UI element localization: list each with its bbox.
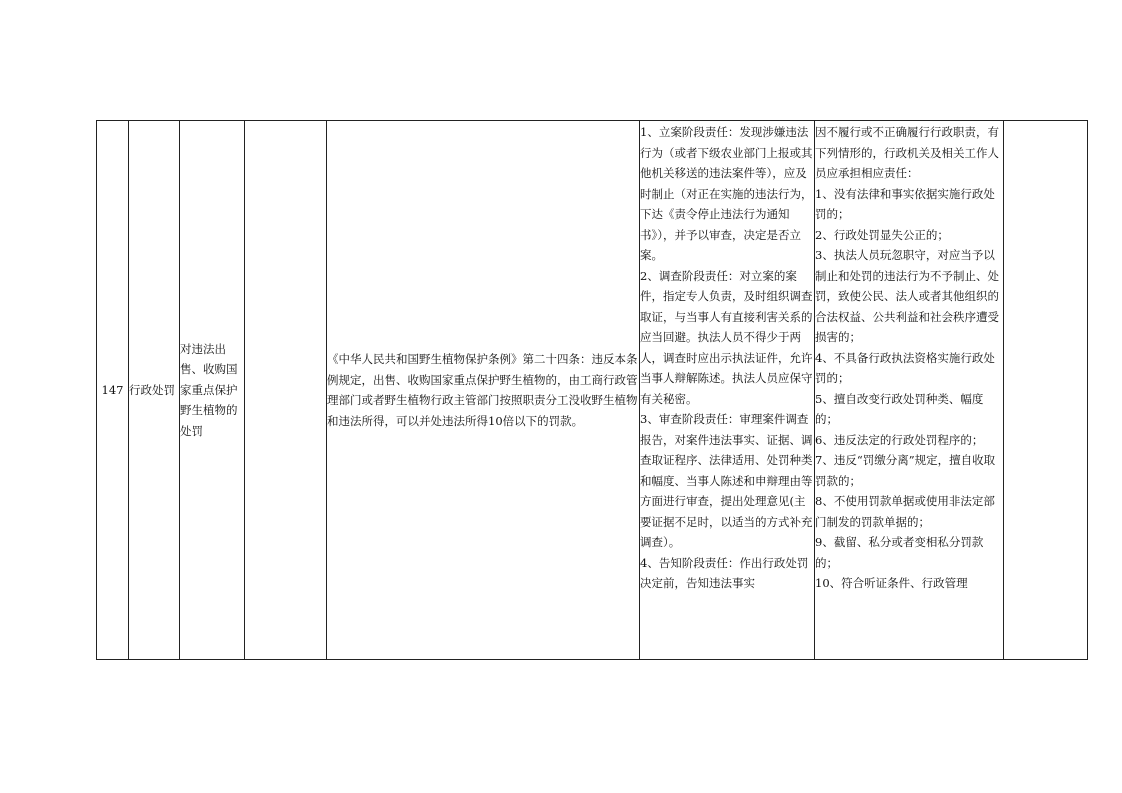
legal-basis-cell — [327, 121, 640, 660]
accountability-item: 5、擅自改变行政处罚种类、幅度的； — [815, 391, 984, 426]
accountability-item: 8、不使用罚款单据或使用非法定部门制发的罚款单据的； — [815, 494, 995, 529]
accountability-item: 2、行政处罚显失公正的； — [815, 227, 949, 242]
responsibility-item: 3、审查阶段责任：审理案件调查报告，对案件违法事实、证据、调查取证程序、法律适用、处罚种类和幅度、当事人陈述和申辩理由等方面进行审查，提出处理意见(主要证据不足时，以适当的方式补充调查）。 — [640, 412, 813, 549]
accountability-item: 9、截留、私分或者变相私分罚款的； — [815, 535, 984, 570]
row-number-cell — [97, 121, 129, 660]
category-text: 行政处罚 — [129, 382, 175, 397]
legal-basis-text: 《中华人民共和国野生植物保护条例》第二十四条：违反本条例规定，出售、收购国家重点保护野生植物的，由工商行政管理部门或者野生植物行政主管部门按照职责分工没收野生植物和违法所得，可以并处违法所得10倍以下的罚款。 — [327, 352, 638, 428]
responsibility-list — [640, 122, 814, 658]
remarks-cell — [1004, 121, 1088, 660]
row-number: 147 — [101, 382, 124, 397]
accountability-cell — [815, 121, 1004, 660]
accountability-item: 4、不具备行政执法资格实施行政处罚的； — [815, 350, 995, 385]
sub-item-cell — [245, 121, 327, 660]
responsibility-cell — [640, 121, 815, 660]
item-name-cell — [180, 121, 245, 660]
item-name-text: 对违法出售、收购国家重点保护野生植物的处罚 — [180, 341, 238, 438]
responsibility-item: 4、告知阶段责任：作出行政处罚决定前，告知违法事实 — [640, 555, 809, 590]
responsibility-item: 2、调查阶段责任：对立案的案件，指定专人负责，及时组织调查取证，与当事人有直接利害关系的应当回避。执法人员不得少于两人，调查时应出示执法证件，允许当事人辩解陈述。执法人员应保守有关秘密。 — [640, 268, 813, 406]
accountability-item: 因不履行或不正确履行行政职责，有下列情形的，行政机关及相关工作人员应承担相应责任： — [815, 125, 999, 180]
accountability-item: 10、符合听证条件、行政管理 — [815, 576, 968, 590]
power-list-table — [96, 120, 1088, 660]
accountability-item: 1、没有法律和事实依据实施行政处罚的； — [815, 186, 995, 221]
accountability-item: 6、违反法定的行政处罚程序的； — [815, 432, 984, 447]
responsibility-item: 1、立案阶段责任：发现涉嫌违法行为（或者下级农业部门上报或其他机关移送的违法案件等），应及时制止（对正在实施的违法行为，下达《责令停止违法行为通知书》），并予以审查，决定是否立案。 — [640, 125, 813, 262]
accountability-item: 7、违反“罚缴分离”规定，擅自收取罚款的； — [815, 453, 996, 488]
accountability-item: 3、执法人员玩忽职守，对应当予以制止和处罚的违法行为不予制止、处罚，致使公民、法人或者其他组织的合法权益、公共利益和社会秩序遭受损害的； — [815, 248, 999, 344]
accountability-list — [815, 122, 1003, 658]
table-row — [97, 121, 1088, 660]
category-cell — [129, 121, 180, 660]
